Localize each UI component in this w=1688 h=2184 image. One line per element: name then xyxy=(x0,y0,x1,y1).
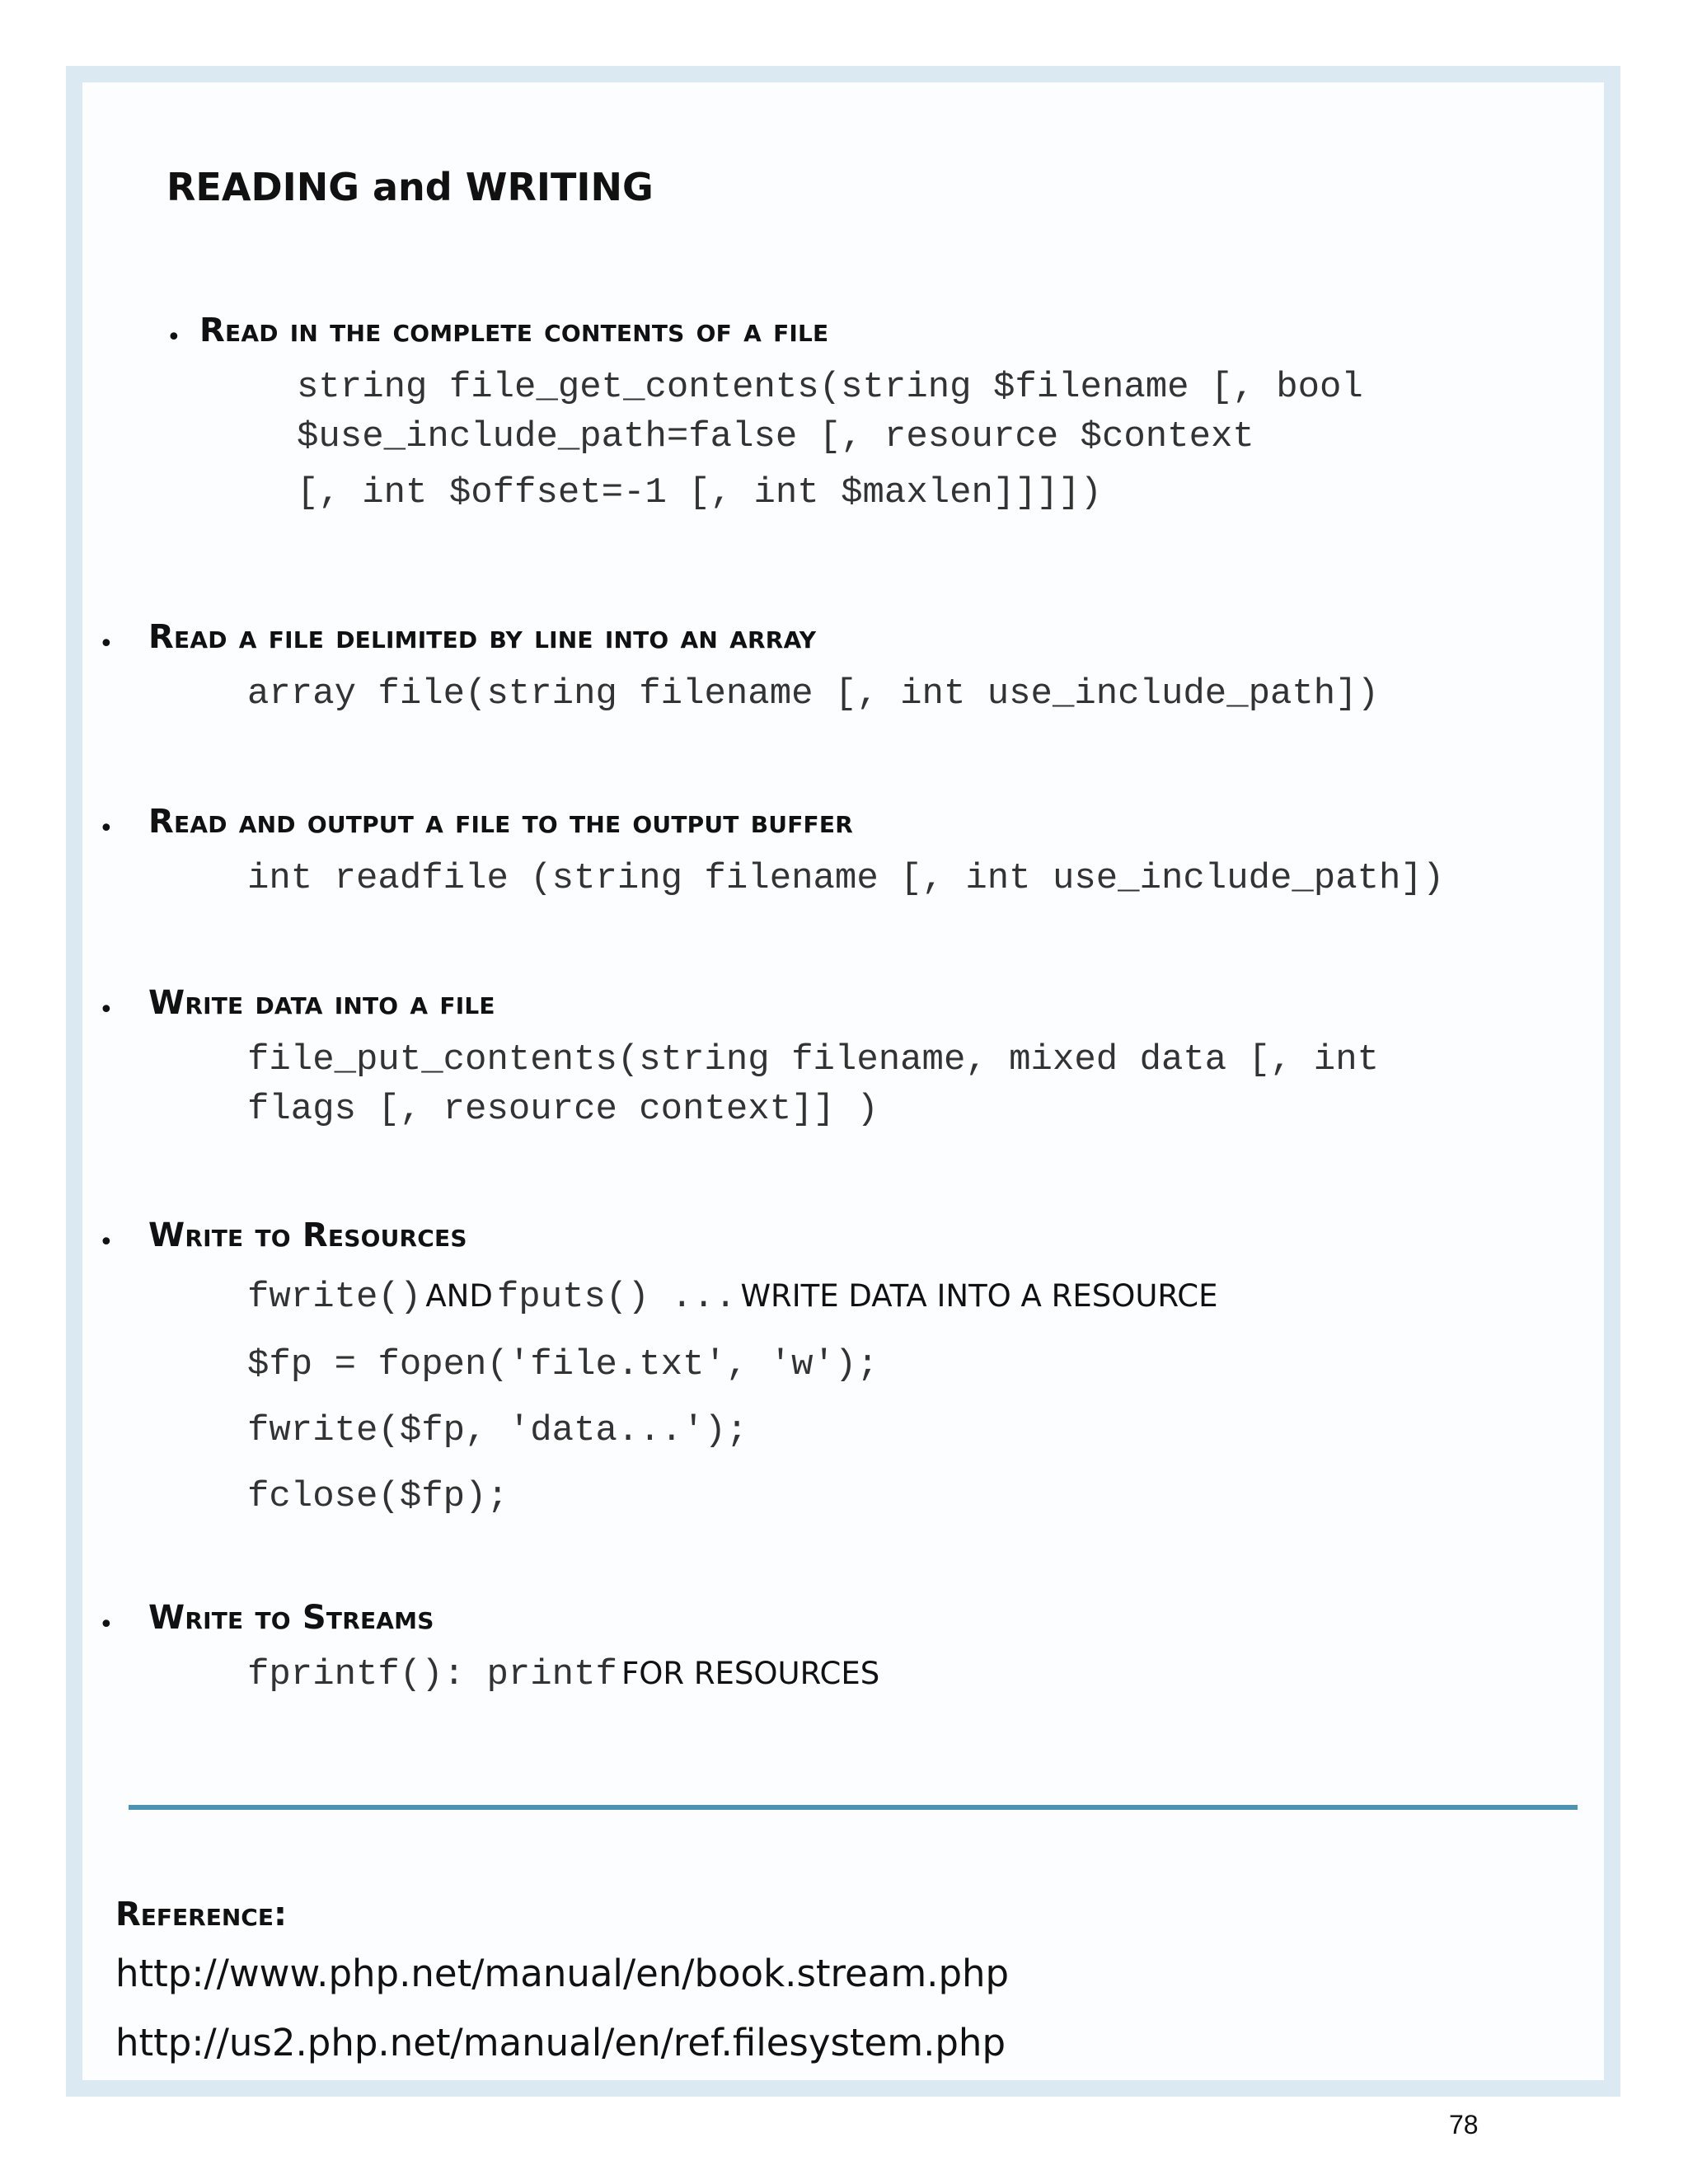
code-inline: fprintf(): printf xyxy=(247,1654,617,1695)
section-divider xyxy=(129,1805,1578,1810)
code-line: fwrite($fp, 'data...'); xyxy=(247,1410,748,1451)
bullet-icon: • xyxy=(99,814,114,843)
reference-link[interactable]: http://www.php.net/manual/en/book.stream.php xyxy=(115,1952,1010,1995)
inline-text: AND xyxy=(425,1278,493,1314)
code-line: array file(string filename [, int use_include_path]) xyxy=(247,673,1380,715)
section-heading-write-resources: Write to Resources xyxy=(148,1216,467,1254)
bullet-icon: • xyxy=(99,996,114,1024)
page-frame xyxy=(66,66,1620,2097)
code-line: [, int $offset=-1 [, int $maxlen]]]]) xyxy=(297,472,1102,513)
code-line: int readfile (string filename [, int use_include_path]) xyxy=(247,858,1445,899)
section-heading-write-file: Write data into a file xyxy=(148,984,495,1022)
code-inline: fputs() ... xyxy=(496,1277,737,1318)
inline-text: WRITE DATA INTO A RESOURCE xyxy=(740,1278,1218,1314)
section-heading-read-lines: Read a file delimited by line into an array xyxy=(148,618,817,656)
code-line: string file_get_contents(string $filename [, bool xyxy=(297,367,1363,408)
reference-label: Reference: xyxy=(115,1896,287,1933)
reference-link[interactable]: http://us2.php.net/manual/en/ref.filesystem.php xyxy=(115,2021,1006,2064)
bullet-icon: • xyxy=(166,323,181,352)
section-heading-readfile: Read and output a file to the output buffer xyxy=(148,803,853,841)
code-inline: fwrite() xyxy=(247,1277,422,1318)
section-heading-write-streams: Write to Streams xyxy=(148,1599,434,1637)
code-line: fclose($fp); xyxy=(247,1476,509,1517)
page-title: READING and WRITING xyxy=(166,165,654,209)
code-line: $use_include_path=false [, resource $context xyxy=(297,416,1254,457)
bullet-icon: • xyxy=(99,1228,114,1257)
streams-line xyxy=(247,1650,879,1699)
resource-functions-line xyxy=(247,1272,1217,1322)
page-number: 78 xyxy=(1449,2110,1479,2139)
inline-text: FOR RESOURCES xyxy=(621,1656,880,1691)
code-line: file_put_contents(string filename, mixed data [, int xyxy=(247,1039,1380,1080)
bullet-icon: • xyxy=(99,1610,114,1639)
section-heading-read-complete: Read in the complete contents of a file xyxy=(199,312,829,349)
code-line: $fp = fopen('file.txt', 'w'); xyxy=(247,1344,879,1385)
bullet-icon: • xyxy=(99,630,114,658)
code-line: flags [, resource context]] ) xyxy=(247,1089,879,1130)
